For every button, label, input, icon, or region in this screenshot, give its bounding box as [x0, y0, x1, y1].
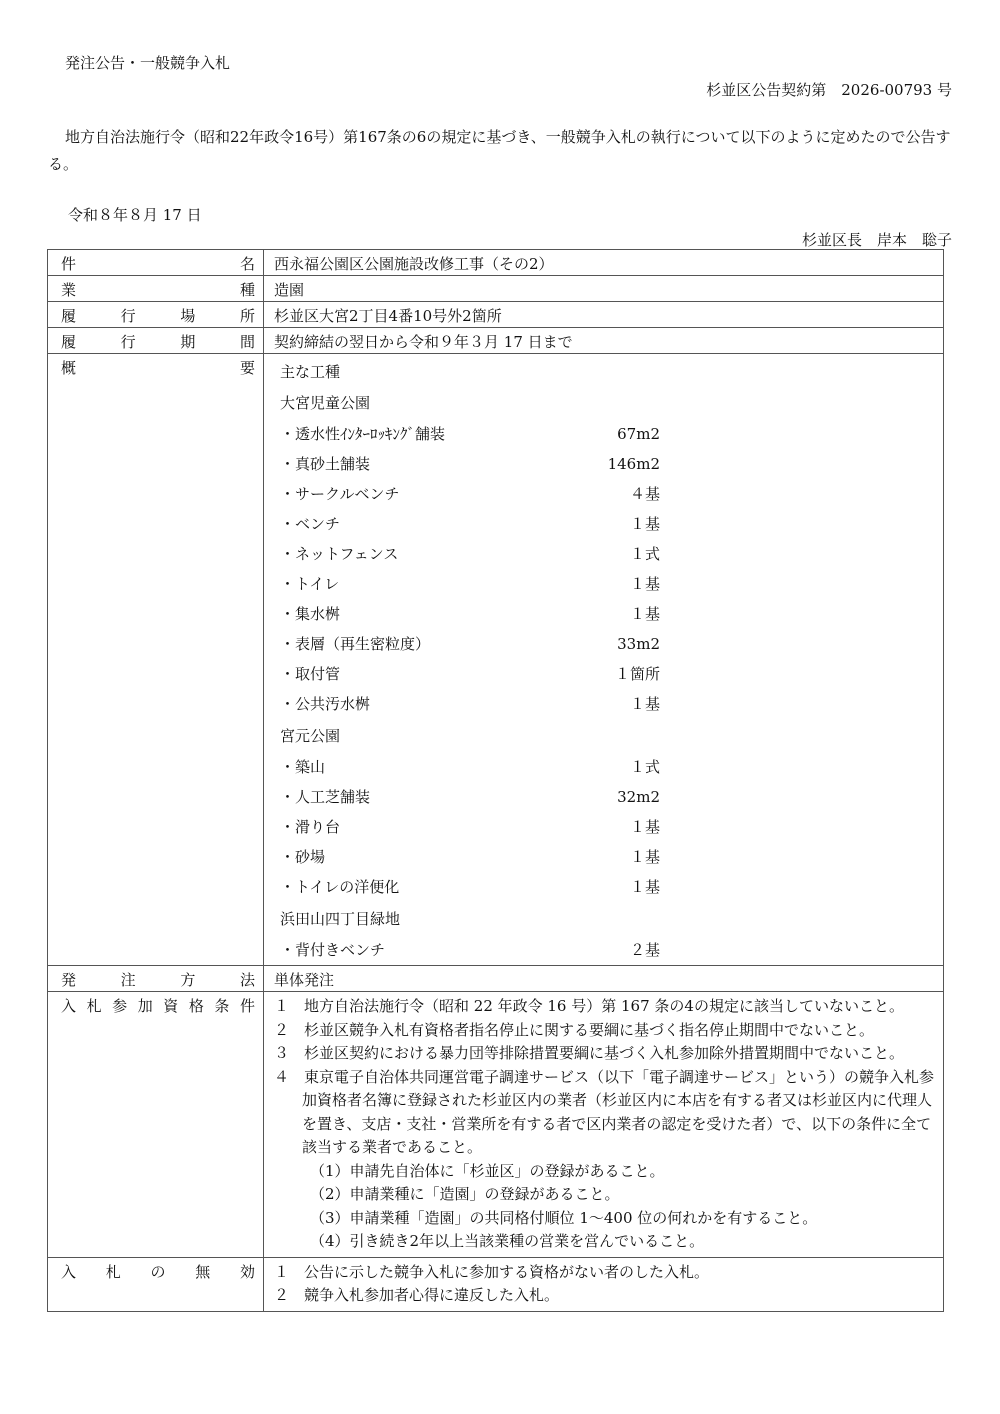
signer-name: 杉並区長 岸本 聡子 — [801, 231, 952, 249]
condition-item: ４ 東京電子自治体共同運営電子調達サービス（以下「電子調達サービス」という）の競争入札参加資格者名簿に登録された杉並区内の業者（杉並区内に本店を有する者又は杉並区内に代理人を置き、支店・支社・営業所を有する者で区内業者の認定を受けた者）で、以下の条件に全て該当する業者であること。 — [274, 1067, 935, 1156]
label-invalid: 入 札 の 無 効 — [48, 1257, 264, 1311]
document-number: 杉並区公告契約第 2026-00793 号 — [706, 81, 952, 99]
condition-subitem: （4）引き続き2年以上当該業種の営業を営んでいること。 — [310, 1232, 705, 1250]
group-title: 浜田山四丁目緑地 — [280, 910, 401, 928]
label-industry: 業 種 — [48, 276, 264, 302]
project-name: 西永福公園区公園施設改修工事（その2） — [274, 255, 554, 273]
group-title: 宮元公園 — [280, 727, 341, 745]
intro-paragraph: 地方自治法施行令（昭和22年政令16号）第167条の6の規定に基づき、一般競争入札の執行について以下のように定めたので公告する。 — [48, 128, 951, 173]
location-value: 杉並区大宮2丁目4番10号外2箇所 — [274, 307, 502, 325]
announcement-date: 令和８年８月 17 日 — [68, 206, 202, 224]
condition-item: ３ 杉並区契約における暴力団等排除措置要綱に基づく入札参加除外措置期間中でないこと。 — [274, 1044, 905, 1062]
label-summary: 概 要 — [48, 354, 264, 966]
group-title: 大宮児童公園 — [280, 394, 371, 412]
bid-details-table — [47, 249, 944, 1312]
condition-item: １ 地方自治法施行令（昭和 22 年政令 16 号）第 167 条の4の規定に該当していないこと。 — [274, 997, 904, 1015]
invalid-item: １ 公告に示した競争入札に参加する資格がない者のした入札。 — [274, 1262, 710, 1281]
condition-item: ２ 杉並区競争入札有資格者指名停止に関する要綱に基づく指名停止期間中でないこと。 — [274, 1020, 875, 1039]
label-name: 件 名 — [48, 250, 264, 276]
invalid-bid-conditions — [274, 1261, 943, 1311]
method-value: 単体発注 — [274, 971, 335, 989]
condition-subitem: （1）申請先自治体に「杉並区」の登録があること。 — [310, 1161, 665, 1180]
summary-heading: 主な工種 — [280, 363, 341, 381]
condition-subitem: （2）申請業種に「造園」の登録があること。 — [310, 1185, 620, 1203]
label-period: 履 行 期 間 — [48, 328, 264, 354]
condition-subitem: （3）申請業種「造園」の共同格付順位 1～400 位の何れかを有すること。 — [310, 1208, 818, 1227]
label-qualification: 入 札 参 加 資 格 条 件 — [48, 992, 264, 1258]
work-summary: 主な工種 大宮児童公園 ・透水性ｲﾝﾀｰﾛｯｷﾝｸﾞ舗装 67m2 ・真砂土舗装 146m2 ・サークルベンチ ４基 ・ベンチ １基 ・ネットフェンス １式 ・トイレ １基 ・集水桝 １基 ・表層（再生密粒度） 33m2 ・取付管 １箇所 ・公共汚水桝 １基 宮元公園 ・築山 １式 ・人工芝舗装 32m2 ・滑り台 １基 ・砂場 １基 ・トイレの洋便化 １基 浜田山四丁目緑地 ・背付きベンチ ２基 — [280, 363, 660, 959]
notice-type: 発注公告・一般競争入札 — [65, 54, 231, 72]
label-method: 発 注 方 法 — [48, 966, 264, 992]
period-value: 契約締結の翌日から令和９年３月 17 日まで — [274, 333, 573, 351]
qualification-conditions — [274, 995, 943, 1257]
industry-value: 造園 — [274, 281, 305, 299]
label-location: 履 行 場 所 — [48, 302, 264, 328]
invalid-item: ２ 競争入札参加者心得に違反した入札。 — [274, 1286, 560, 1304]
